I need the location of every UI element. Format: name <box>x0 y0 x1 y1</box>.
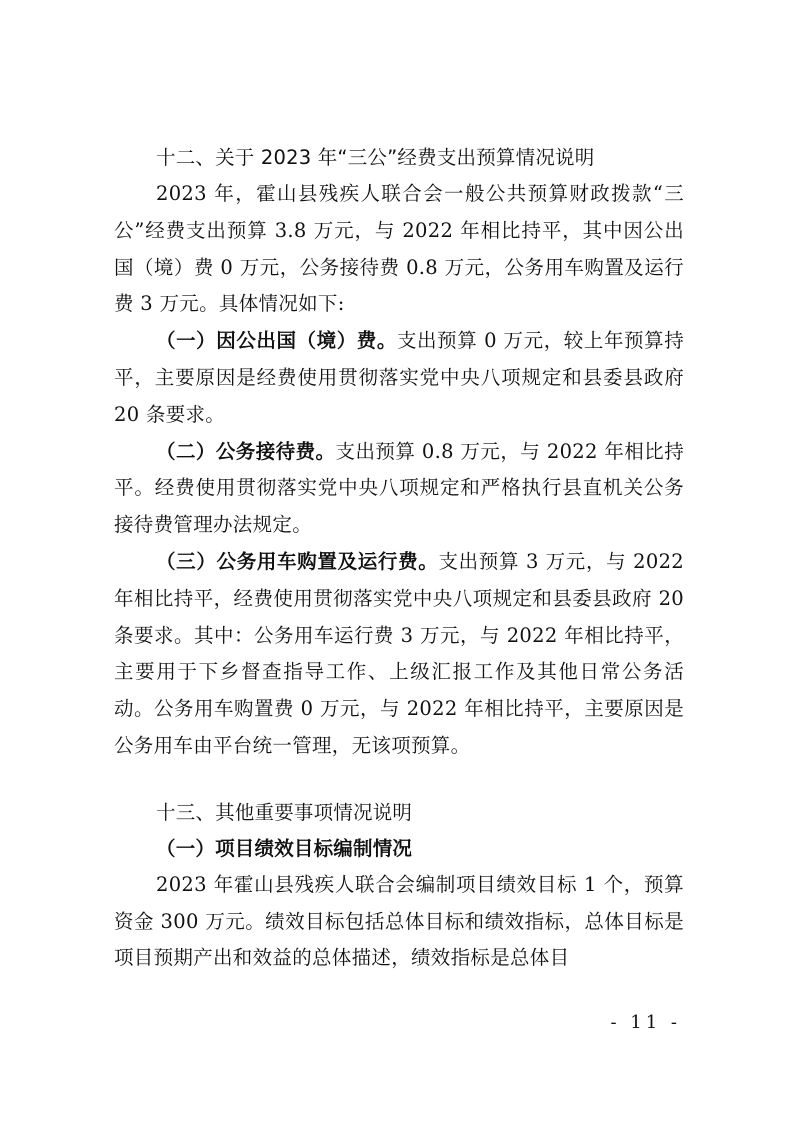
section-12-intro: 2023 年，霍山县残疾人联合会一般公共预算财政拨款“三公”经费支出预算 3.8 万元，与 2022 年相比持平，其中因公出国（境）费 0 万元，公务接待费 0.8 万元，公务用车购置及运行费 3 万元。具体情况如下: <box>114 182 684 316</box>
item-1-text: 支出预算 0 万元，较上年预算持平，主要原因是经费使用贯彻落实党中央八项规定和县委县政府 20 条要求。 <box>114 329 684 426</box>
item-3-label: （三）公务用车购置及运行费。 <box>156 549 439 573</box>
item-2-paragraph <box>114 434 684 544</box>
section-13-text: 2023 年霍山县残疾人联合会编制项目绩效目标 1 个，预算资金 300 万元。绩效目标包括总体目标和绩效指标，总体目标是项目预期产出和效益的总体描述，绩效指标是总体目 <box>114 872 684 970</box>
item-1-paragraph <box>114 323 684 433</box>
item-2-label: （二）公务接待费。 <box>156 439 336 463</box>
page-content <box>114 140 684 977</box>
page-number: - 11 - <box>610 1012 681 1033</box>
item-2-text: 支出预算 0.8 万元，与 2022 年相比持平。经费使用贯彻落实党中央八项规定和严格执行县直机关公务接待费管理办法规定。 <box>114 439 684 537</box>
item-3-text: 支出预算 3 万元，与 2022 年相比持平，经费使用贯彻落实党中央八项规定和县委县政府 20 条要求。其中：公务用车运行费 3 万元，与 2022 年相比持平，主要用于下乡督查指导工作、上级汇报工作及其他日常公务活动。公务用车购置费 0 万元，与 2022 年相比持平，主要原因是公务用车由平台统一管理，无该项预算。 <box>114 549 684 757</box>
item-1-label: （一）因公出国（境）费。 <box>156 329 397 353</box>
section-13-heading: 十三、其他重要事项情况说明 <box>156 800 413 824</box>
section-12-heading: 十二、关于 2023 年“三公”经费支出预算情况说明 <box>156 146 595 169</box>
section-13-subheading: （一）项目绩效目标编制情况 <box>156 836 413 860</box>
section-gap <box>114 765 684 795</box>
item-3-paragraph <box>114 544 684 765</box>
